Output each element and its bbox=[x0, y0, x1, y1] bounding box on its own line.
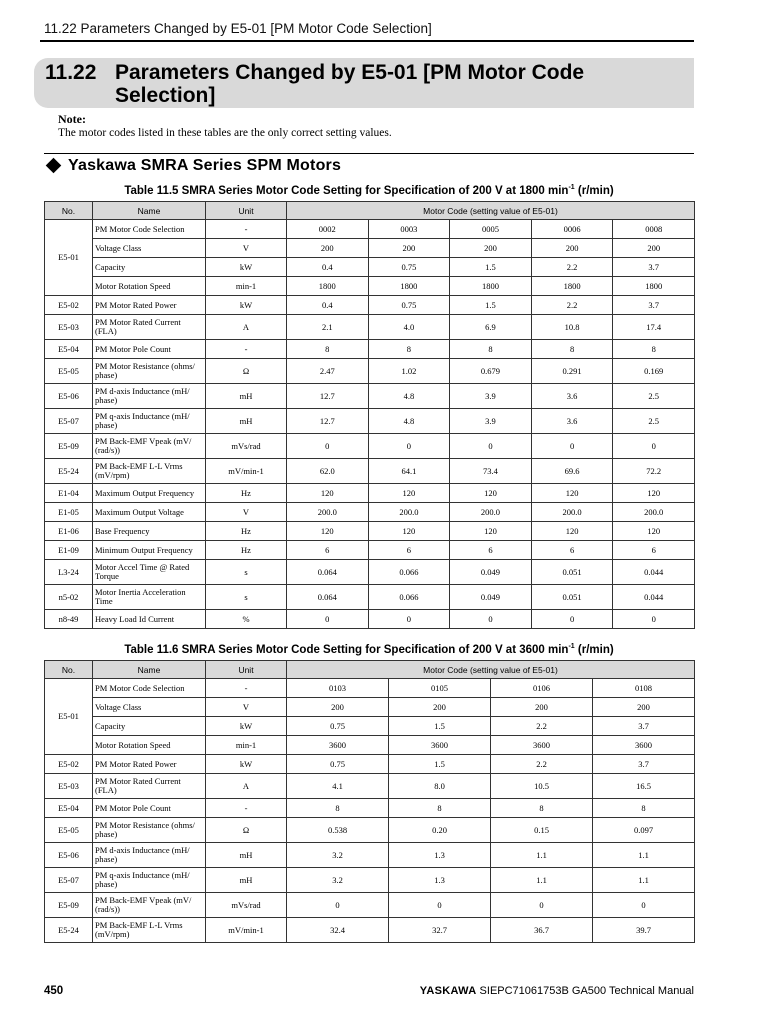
motor-code-value-cell: 0006 bbox=[531, 220, 613, 239]
motor-code-value-cell: 2.47 bbox=[287, 359, 369, 384]
param-unit-cell: mH bbox=[206, 409, 287, 434]
motor-code-value-cell: 0.15 bbox=[491, 818, 593, 843]
motor-code-value-cell: 200.0 bbox=[287, 503, 369, 522]
motor-code-value-cell: 0.066 bbox=[368, 585, 450, 610]
motor-code-value-cell: 0 bbox=[368, 610, 450, 629]
motor-code-value-cell: 8 bbox=[491, 799, 593, 818]
table-row bbox=[45, 774, 695, 799]
param-unit-cell: mV/min-1 bbox=[206, 918, 287, 943]
table-row bbox=[45, 258, 695, 277]
param-no-cell: E5-04 bbox=[45, 340, 93, 359]
motor-code-value-cell: 0108 bbox=[593, 679, 695, 698]
motor-code-value-cell: 0.75 bbox=[287, 717, 389, 736]
param-no-cell: E5-24 bbox=[45, 459, 93, 484]
motor-code-value-cell: 0.044 bbox=[613, 585, 695, 610]
param-unit-cell: V bbox=[206, 239, 287, 258]
table-row bbox=[45, 679, 695, 698]
motor-code-value-cell: 1.3 bbox=[389, 868, 491, 893]
motor-code-value-cell: 8 bbox=[593, 799, 695, 818]
motor-code-value-cell: 3600 bbox=[593, 736, 695, 755]
motor-code-value-cell: 1800 bbox=[368, 277, 450, 296]
motor-code-value-cell: 3.7 bbox=[593, 717, 695, 736]
motor-code-value-cell: 2.5 bbox=[613, 409, 695, 434]
motor-code-value-cell: 200 bbox=[287, 239, 369, 258]
motor-code-value-cell: 3600 bbox=[287, 736, 389, 755]
param-no-cell: E5-07 bbox=[45, 409, 93, 434]
motor-code-value-cell: 0.051 bbox=[531, 560, 613, 585]
motor-code-value-cell: 0 bbox=[613, 434, 695, 459]
motor-code-value-cell: 64.1 bbox=[368, 459, 450, 484]
param-name-cell: Minimum Output Frequency bbox=[93, 541, 206, 560]
motor-code-value-cell: 0.75 bbox=[368, 258, 450, 277]
param-name-cell: PM Back-EMF Vpeak (mV/ (rad/s)) bbox=[93, 893, 206, 918]
table-row bbox=[45, 717, 695, 736]
motor-code-value-cell: 200 bbox=[613, 239, 695, 258]
motor-code-value-cell: 1800 bbox=[287, 277, 369, 296]
param-unit-cell: Hz bbox=[206, 522, 287, 541]
motor-code-value-cell: 0.097 bbox=[593, 818, 695, 843]
motor-code-value-cell: 8 bbox=[613, 340, 695, 359]
param-unit-cell: A bbox=[206, 315, 287, 340]
table-row bbox=[45, 484, 695, 503]
table-row bbox=[45, 522, 695, 541]
motor-code-value-cell: 6 bbox=[531, 541, 613, 560]
motor-code-value-cell: 200 bbox=[368, 239, 450, 258]
param-no-cell: E5-04 bbox=[45, 799, 93, 818]
motor-code-value-cell: 3.6 bbox=[531, 384, 613, 409]
note-label: Note: bbox=[58, 112, 86, 126]
param-unit-cell: - bbox=[206, 340, 287, 359]
section-title: Parameters Changed by E5-01 [PM Motor Code Selection] bbox=[115, 61, 585, 107]
param-unit-cell: min-1 bbox=[206, 277, 287, 296]
motor-code-value-cell: 0.291 bbox=[531, 359, 613, 384]
motor-code-value-cell: 120 bbox=[287, 484, 369, 503]
param-no-cell: E1-09 bbox=[45, 541, 93, 560]
header-motor-code: Motor Code (setting value of E5-01) bbox=[287, 661, 695, 679]
param-name-cell: Motor Accel Time @ Rated Torque bbox=[93, 560, 206, 585]
subsection-rule bbox=[44, 153, 694, 154]
param-name-cell: PM Motor Rated Current (FLA) bbox=[93, 315, 206, 340]
param-unit-cell: Ω bbox=[206, 359, 287, 384]
param-unit-cell: mV/min-1 bbox=[206, 459, 287, 484]
motor-code-value-cell: 0 bbox=[287, 610, 369, 629]
param-unit-cell: V bbox=[206, 698, 287, 717]
param-name-cell: Capacity bbox=[93, 717, 206, 736]
motor-code-value-cell: 200 bbox=[389, 698, 491, 717]
motor-code-value-cell: 120 bbox=[450, 522, 532, 541]
motor-code-value-cell: 6 bbox=[368, 541, 450, 560]
running-header: 11.22 Parameters Changed by E5-01 [PM Motor Code Selection] bbox=[44, 21, 432, 36]
motor-code-value-cell: 120 bbox=[368, 522, 450, 541]
table-row bbox=[45, 315, 695, 340]
motor-code-value-cell: 4.8 bbox=[368, 409, 450, 434]
table-row bbox=[45, 610, 695, 629]
motor-code-value-cell: 0 bbox=[531, 434, 613, 459]
motor-code-value-cell: 8 bbox=[287, 340, 369, 359]
motor-code-value-cell: 0002 bbox=[287, 220, 369, 239]
param-no-cell: E5-06 bbox=[45, 843, 93, 868]
param-name-cell: PM Back-EMF Vpeak (mV/ (rad/s)) bbox=[93, 434, 206, 459]
param-unit-cell: mVs/rad bbox=[206, 434, 287, 459]
param-unit-cell: - bbox=[206, 799, 287, 818]
param-no-cell: E1-05 bbox=[45, 503, 93, 522]
motor-code-value-cell: 39.7 bbox=[593, 918, 695, 943]
motor-code-value-cell: 0 bbox=[450, 434, 532, 459]
param-no-cell: E5-01 bbox=[45, 220, 93, 296]
motor-code-value-cell: 120 bbox=[531, 522, 613, 541]
param-unit-cell: mH bbox=[206, 384, 287, 409]
table-row bbox=[45, 541, 695, 560]
motor-code-value-cell: 3.9 bbox=[450, 409, 532, 434]
table-row bbox=[45, 296, 695, 315]
motor-code-value-cell: 0 bbox=[287, 893, 389, 918]
motor-code-value-cell: 1.5 bbox=[389, 755, 491, 774]
table-row bbox=[45, 359, 695, 384]
table-caption-11-5: Table 11.5 SMRA Series Motor Code Setting for Specification of 200 V at 1800 $\min^{-1} (r/\min)$ bbox=[124, 184, 614, 197]
table-row bbox=[45, 409, 695, 434]
param-unit-cell: - bbox=[206, 220, 287, 239]
param-unit-cell: mH bbox=[206, 843, 287, 868]
motor-code-value-cell: 8 bbox=[368, 340, 450, 359]
param-unit-cell: kW bbox=[206, 717, 287, 736]
motor-code-value-cell: 8 bbox=[531, 340, 613, 359]
table-row bbox=[45, 868, 695, 893]
table-row bbox=[45, 340, 695, 359]
param-no-cell: E5-06 bbox=[45, 384, 93, 409]
motor-code-value-cell: 0103 bbox=[287, 679, 389, 698]
motor-code-table-1800 bbox=[44, 201, 695, 629]
motor-code-value-cell: 0003 bbox=[368, 220, 450, 239]
motor-code-value-cell: 0.679 bbox=[450, 359, 532, 384]
section-number: 11.22 bbox=[45, 61, 97, 84]
param-no-cell: E5-03 bbox=[45, 315, 93, 340]
param-name-cell: PM d-axis Inductance (mH/ phase) bbox=[93, 843, 206, 868]
subsection-heading bbox=[44, 157, 341, 175]
motor-code-value-cell: 0008 bbox=[613, 220, 695, 239]
motor-code-value-cell: 1.1 bbox=[593, 868, 695, 893]
motor-code-value-cell: 0 bbox=[389, 893, 491, 918]
param-no-cell: E5-02 bbox=[45, 296, 93, 315]
param-name-cell: PM Motor Code Selection bbox=[93, 679, 206, 698]
param-unit-cell: kW bbox=[206, 258, 287, 277]
motor-code-value-cell: 0.4 bbox=[287, 258, 369, 277]
motor-code-value-cell: 3600 bbox=[491, 736, 593, 755]
param-no-cell: L3-24 bbox=[45, 560, 93, 585]
motor-code-value-cell: 8 bbox=[389, 799, 491, 818]
table-row bbox=[45, 434, 695, 459]
motor-code-value-cell: 0 bbox=[287, 434, 369, 459]
motor-code-value-cell: 2.2 bbox=[531, 258, 613, 277]
param-unit-cell: Hz bbox=[206, 484, 287, 503]
motor-code-value-cell: 6 bbox=[287, 541, 369, 560]
motor-code-value-cell: 200 bbox=[531, 239, 613, 258]
param-name-cell: Capacity bbox=[93, 258, 206, 277]
param-name-cell: Maximum Output Frequency bbox=[93, 484, 206, 503]
motor-code-value-cell: 1.3 bbox=[389, 843, 491, 868]
motor-code-value-cell: 3.7 bbox=[593, 755, 695, 774]
motor-code-value-cell: 4.0 bbox=[368, 315, 450, 340]
table-row bbox=[45, 755, 695, 774]
motor-code-value-cell: 12.7 bbox=[287, 384, 369, 409]
param-no-cell: E5-09 bbox=[45, 893, 93, 918]
motor-code-value-cell: 0 bbox=[593, 893, 695, 918]
param-name-cell: PM Motor Rated Current (FLA) bbox=[93, 774, 206, 799]
param-no-cell: E5-02 bbox=[45, 755, 93, 774]
table-row bbox=[45, 220, 695, 239]
header-no: No. bbox=[45, 202, 93, 220]
motor-code-value-cell: 2.1 bbox=[287, 315, 369, 340]
param-unit-cell: Hz bbox=[206, 541, 287, 560]
table-row bbox=[45, 277, 695, 296]
param-name-cell: PM Back-EMF L-L Vrms (mV/rpm) bbox=[93, 459, 206, 484]
motor-code-value-cell: 200 bbox=[450, 239, 532, 258]
motor-code-value-cell: 10.5 bbox=[491, 774, 593, 799]
table-row bbox=[45, 736, 695, 755]
motor-code-value-cell: 72.2 bbox=[613, 459, 695, 484]
motor-code-value-cell: 0106 bbox=[491, 679, 593, 698]
motor-code-value-cell: 200.0 bbox=[450, 503, 532, 522]
motor-code-value-cell: 0.20 bbox=[389, 818, 491, 843]
param-name-cell: PM q-axis Inductance (mH/ phase) bbox=[93, 868, 206, 893]
header-motor-code: Motor Code (setting value of E5-01) bbox=[287, 202, 695, 220]
motor-code-value-cell: 32.7 bbox=[389, 918, 491, 943]
param-no-cell: n8-49 bbox=[45, 610, 93, 629]
motor-code-value-cell: 3.2 bbox=[287, 868, 389, 893]
param-no-cell: E5-24 bbox=[45, 918, 93, 943]
param-name-cell: PM Motor Resistance (ohms/ phase) bbox=[93, 818, 206, 843]
param-name-cell: PM Motor Pole Count bbox=[93, 799, 206, 818]
motor-code-value-cell: 4.1 bbox=[287, 774, 389, 799]
motor-code-value-cell: 1.5 bbox=[450, 258, 532, 277]
diamond-bullet-icon bbox=[46, 157, 62, 173]
motor-code-value-cell: 2.5 bbox=[613, 384, 695, 409]
param-name-cell: Voltage Class bbox=[93, 239, 206, 258]
param-name-cell: Heavy Load Id Current bbox=[93, 610, 206, 629]
motor-code-value-cell: 120 bbox=[613, 522, 695, 541]
brand-name: YASKAWA bbox=[419, 985, 477, 997]
header-unit: Unit bbox=[206, 202, 287, 220]
motor-code-value-cell: 1800 bbox=[531, 277, 613, 296]
param-unit-cell: mVs/rad bbox=[206, 893, 287, 918]
motor-code-value-cell: 6.9 bbox=[450, 315, 532, 340]
motor-code-value-cell: 8.0 bbox=[389, 774, 491, 799]
motor-code-value-cell: 200.0 bbox=[368, 503, 450, 522]
motor-code-value-cell: 200 bbox=[491, 698, 593, 717]
motor-code-value-cell: 1800 bbox=[613, 277, 695, 296]
motor-code-value-cell: 16.5 bbox=[593, 774, 695, 799]
motor-code-value-cell: 120 bbox=[531, 484, 613, 503]
param-name-cell: Maximum Output Voltage bbox=[93, 503, 206, 522]
motor-code-value-cell: 4.8 bbox=[368, 384, 450, 409]
header-rule bbox=[40, 40, 694, 42]
motor-code-value-cell: 69.6 bbox=[531, 459, 613, 484]
table-row bbox=[45, 503, 695, 522]
motor-code-value-cell: 10.8 bbox=[531, 315, 613, 340]
motor-code-value-cell: 1800 bbox=[450, 277, 532, 296]
motor-code-value-cell: 6 bbox=[613, 541, 695, 560]
motor-code-value-cell: 0.75 bbox=[368, 296, 450, 315]
param-no-cell: E1-06 bbox=[45, 522, 93, 541]
param-unit-cell: kW bbox=[206, 296, 287, 315]
motor-code-value-cell: 3.2 bbox=[287, 843, 389, 868]
param-name-cell: PM Back-EMF L-L Vrms (mV/rpm) bbox=[93, 918, 206, 943]
motor-code-value-cell: 6 bbox=[450, 541, 532, 560]
motor-code-value-cell: 120 bbox=[450, 484, 532, 503]
table-row bbox=[45, 698, 695, 717]
motor-code-value-cell: 32.4 bbox=[287, 918, 389, 943]
motor-code-value-cell: 0105 bbox=[389, 679, 491, 698]
motor-code-table-3600 bbox=[44, 660, 695, 943]
table-caption-11-6: Table 11.6 SMRA Series Motor Code Setting for Specification of 200 V at 3600 $\min^{-1} (r/\min)$ bbox=[124, 643, 614, 656]
param-name-cell: Motor Rotation Speed bbox=[93, 277, 206, 296]
motor-code-value-cell: 0 bbox=[368, 434, 450, 459]
motor-code-value-cell: 0 bbox=[613, 610, 695, 629]
motor-code-value-cell: 1.5 bbox=[450, 296, 532, 315]
motor-code-value-cell: 0.538 bbox=[287, 818, 389, 843]
motor-code-value-cell: 3.7 bbox=[613, 258, 695, 277]
param-no-cell: E5-09 bbox=[45, 434, 93, 459]
motor-code-value-cell: 0.169 bbox=[613, 359, 695, 384]
motor-code-value-cell: 120 bbox=[368, 484, 450, 503]
param-unit-cell: V bbox=[206, 503, 287, 522]
param-name-cell: PM Motor Rated Power bbox=[93, 755, 206, 774]
motor-code-value-cell: 0.066 bbox=[368, 560, 450, 585]
motor-code-value-cell: 200.0 bbox=[531, 503, 613, 522]
table-row bbox=[45, 239, 695, 258]
motor-code-value-cell: 2.2 bbox=[491, 717, 593, 736]
param-unit-cell: s bbox=[206, 585, 287, 610]
motor-code-value-cell: 0.064 bbox=[287, 585, 369, 610]
motor-code-value-cell: 36.7 bbox=[491, 918, 593, 943]
motor-code-value-cell: 200 bbox=[593, 698, 695, 717]
param-unit-cell: mH bbox=[206, 868, 287, 893]
motor-code-value-cell: 200.0 bbox=[613, 503, 695, 522]
motor-code-value-cell: 0 bbox=[531, 610, 613, 629]
param-name-cell: PM Motor Rated Power bbox=[93, 296, 206, 315]
param-no-cell: E5-05 bbox=[45, 818, 93, 843]
motor-code-value-cell: 1.5 bbox=[389, 717, 491, 736]
motor-code-value-cell: 17.4 bbox=[613, 315, 695, 340]
motor-code-value-cell: 0 bbox=[450, 610, 532, 629]
param-name-cell: PM Motor Resistance (ohms/ phase) bbox=[93, 359, 206, 384]
table-row bbox=[45, 918, 695, 943]
motor-code-value-cell: 0.049 bbox=[450, 560, 532, 585]
motor-code-value-cell: 0 bbox=[491, 893, 593, 918]
param-no-cell: n5-02 bbox=[45, 585, 93, 610]
param-name-cell: Base Frequency bbox=[93, 522, 206, 541]
motor-code-value-cell: 2.2 bbox=[531, 296, 613, 315]
motor-code-value-cell: 73.4 bbox=[450, 459, 532, 484]
param-no-cell: E5-03 bbox=[45, 774, 93, 799]
footer-brand bbox=[420, 985, 694, 997]
param-unit-cell: % bbox=[206, 610, 287, 629]
header-unit: Unit bbox=[206, 661, 287, 679]
motor-code-value-cell: 1.1 bbox=[491, 868, 593, 893]
table-row bbox=[45, 893, 695, 918]
param-no-cell: E5-05 bbox=[45, 359, 93, 384]
param-no-cell: E1-04 bbox=[45, 484, 93, 503]
param-unit-cell: s bbox=[206, 560, 287, 585]
motor-code-value-cell: 2.2 bbox=[491, 755, 593, 774]
page-number: 450 bbox=[44, 985, 64, 997]
motor-code-value-cell: 0005 bbox=[450, 220, 532, 239]
motor-code-value-cell: 62.0 bbox=[287, 459, 369, 484]
manual-title: SIEPC71061753B GA500 Technical Manual bbox=[479, 985, 694, 997]
param-name-cell: Motor Inertia Acceleration Time bbox=[93, 585, 206, 610]
motor-code-value-cell: 8 bbox=[450, 340, 532, 359]
table-row bbox=[45, 843, 695, 868]
motor-code-value-cell: 3.7 bbox=[613, 296, 695, 315]
header-no: No. bbox=[45, 661, 93, 679]
motor-code-value-cell: 0.75 bbox=[287, 755, 389, 774]
param-unit-cell: Ω bbox=[206, 818, 287, 843]
header-name: Name bbox=[93, 661, 206, 679]
motor-code-value-cell: 12.7 bbox=[287, 409, 369, 434]
param-name-cell: PM Motor Pole Count bbox=[93, 340, 206, 359]
motor-code-value-cell: 8 bbox=[287, 799, 389, 818]
param-unit-cell: A bbox=[206, 774, 287, 799]
param-name-cell: PM Motor Code Selection bbox=[93, 220, 206, 239]
motor-code-value-cell: 0.051 bbox=[531, 585, 613, 610]
table-row bbox=[45, 585, 695, 610]
table-row bbox=[45, 384, 695, 409]
motor-code-value-cell: 120 bbox=[287, 522, 369, 541]
param-name-cell: Voltage Class bbox=[93, 698, 206, 717]
param-unit-cell: min-1 bbox=[206, 736, 287, 755]
motor-code-value-cell: 1.1 bbox=[593, 843, 695, 868]
param-name-cell: PM q-axis Inductance (mH/ phase) bbox=[93, 409, 206, 434]
motor-code-value-cell: 0.049 bbox=[450, 585, 532, 610]
motor-code-value-cell: 200 bbox=[287, 698, 389, 717]
motor-code-value-cell: 120 bbox=[613, 484, 695, 503]
param-unit-cell: kW bbox=[206, 755, 287, 774]
motor-code-value-cell: 0.044 bbox=[613, 560, 695, 585]
param-name-cell: Motor Rotation Speed bbox=[93, 736, 206, 755]
param-no-cell: E5-07 bbox=[45, 868, 93, 893]
motor-code-value-cell: 1.02 bbox=[368, 359, 450, 384]
table-row bbox=[45, 560, 695, 585]
motor-code-value-cell: 0.064 bbox=[287, 560, 369, 585]
motor-code-value-cell: 3.6 bbox=[531, 409, 613, 434]
table-row bbox=[45, 799, 695, 818]
table-row bbox=[45, 818, 695, 843]
subsection-title: Yaskawa SMRA Series SPM Motors bbox=[68, 157, 342, 174]
motor-code-value-cell: 0.4 bbox=[287, 296, 369, 315]
param-no-cell: E5-01 bbox=[45, 679, 93, 755]
motor-code-value-cell: 1.1 bbox=[491, 843, 593, 868]
note-text: The motor codes listed in these tables are the only correct setting values. bbox=[58, 127, 392, 139]
param-unit-cell: - bbox=[206, 679, 287, 698]
table-row bbox=[45, 459, 695, 484]
motor-code-value-cell: 3600 bbox=[389, 736, 491, 755]
param-name-cell: PM d-axis Inductance (mH/ phase) bbox=[93, 384, 206, 409]
header-name: Name bbox=[93, 202, 206, 220]
motor-code-value-cell: 3.9 bbox=[450, 384, 532, 409]
